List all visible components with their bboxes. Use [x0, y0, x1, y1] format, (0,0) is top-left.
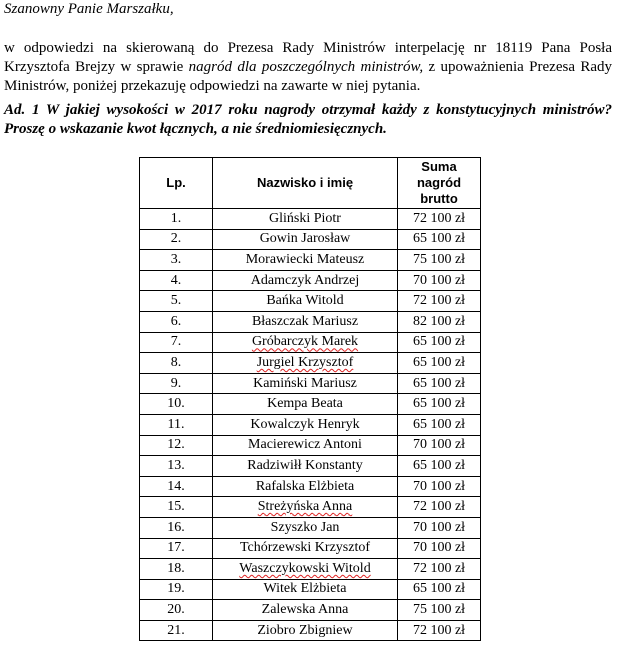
cell-name: [213, 497, 398, 518]
table-row: [140, 209, 481, 230]
cell-sum: 75 100 zł: [398, 250, 481, 271]
cell-name-text: Streżyńska Anna: [257, 499, 353, 515]
intro-paragraph: [4, 39, 612, 96]
cell-sum: 65 100 zł: [398, 332, 481, 353]
cell-name: [213, 353, 398, 374]
cell-name: Tchórzewski Krzysztof: [213, 538, 398, 559]
cell-lp: 21.: [140, 620, 213, 641]
header-name: Nazwisko i imię: [213, 158, 398, 209]
cell-name: Radziwiłł Konstanty: [213, 456, 398, 477]
cell-sum: 65 100 zł: [398, 456, 481, 477]
cell-name: Szyszko Jan: [213, 517, 398, 538]
cell-lp: 15.: [140, 497, 213, 518]
table-row: [140, 270, 481, 291]
cell-name: Kamiński Mariusz: [213, 373, 398, 394]
header-sum-line3: brutto: [420, 191, 458, 206]
table-row: [140, 620, 481, 641]
cell-lp: 5.: [140, 291, 213, 312]
cell-lp: 18.: [140, 559, 213, 580]
table-body: [140, 209, 481, 641]
table-row: [140, 497, 481, 518]
header-lp: Lp.: [140, 158, 213, 209]
cell-sum: 82 100 zł: [398, 311, 481, 332]
cell-name: Kowalczyk Henryk: [213, 414, 398, 435]
cell-name-text: Gróbarczyk Marek: [251, 334, 359, 350]
cell-lp: 2.: [140, 229, 213, 250]
cell-sum: 65 100 zł: [398, 414, 481, 435]
cell-sum: 75 100 zł: [398, 600, 481, 621]
cell-sum: 72 100 zł: [398, 620, 481, 641]
cell-name: Ziobro Zbigniew: [213, 620, 398, 641]
cell-sum: 72 100 zł: [398, 209, 481, 230]
question-heading: Ad. 1 W jakiej wysokości w 2017 roku nagrody otrzymał każdy z konstytucyjnych ministrów? Proszę o wskazanie kwot łącznych, a nie średniomiesięcznych.: [4, 102, 612, 137]
table-row: [140, 394, 481, 415]
table-row: [140, 600, 481, 621]
cell-lp: 19.: [140, 579, 213, 600]
cell-sum: 70 100 zł: [398, 435, 481, 456]
table-row: [140, 579, 481, 600]
cell-name: Adamczyk Andrzej: [213, 270, 398, 291]
header-sum-line1: Suma: [421, 159, 457, 174]
table-row: [140, 538, 481, 559]
cell-name: Bańka Witold: [213, 291, 398, 312]
cell-name: Rafalska Elżbieta: [213, 476, 398, 497]
cell-sum: 65 100 zł: [398, 394, 481, 415]
cell-sum: 65 100 zł: [398, 229, 481, 250]
header-sum-line2: nagród: [416, 175, 462, 190]
cell-lp: 6.: [140, 311, 213, 332]
cell-sum: 72 100 zł: [398, 291, 481, 312]
cell-name: Gliński Piotr: [213, 209, 398, 230]
cell-sum: 70 100 zł: [398, 270, 481, 291]
cell-sum: 72 100 zł: [398, 497, 481, 518]
cell-lp: 1.: [140, 209, 213, 230]
cell-sum: 72 100 zł: [398, 559, 481, 580]
awards-table: [139, 157, 481, 641]
cell-name: Witek Elżbieta: [213, 579, 398, 600]
table-row: [140, 311, 481, 332]
table-header-row: [140, 158, 481, 209]
table-row: [140, 332, 481, 353]
cell-lp: 11.: [140, 414, 213, 435]
cell-name: [213, 559, 398, 580]
cell-lp: 12.: [140, 435, 213, 456]
header-sum: [398, 158, 481, 209]
cell-name: [213, 332, 398, 353]
table-row: [140, 414, 481, 435]
table-row: [140, 353, 481, 374]
table-row: [140, 373, 481, 394]
cell-name: Macierewicz Antoni: [213, 435, 398, 456]
cell-name: Kempa Beata: [213, 394, 398, 415]
intro-text-part1: w odpowiedzi na skierowaną do Prezesa Rady Ministrów interpelację nr 18119 Pana Posła Krzysztofa Brejzy w sprawie: [4, 40, 612, 75]
table-row: [140, 291, 481, 312]
cell-name: Morawiecki Mateusz: [213, 250, 398, 271]
cell-sum: 70 100 zł: [398, 517, 481, 538]
cell-lp: 7.: [140, 332, 213, 353]
cell-sum: 70 100 zł: [398, 538, 481, 559]
cell-name-text: Waszczykowski Witold: [239, 560, 371, 576]
table-row: [140, 250, 481, 271]
cell-lp: 8.: [140, 353, 213, 374]
cell-name: Gowin Jarosław: [213, 229, 398, 250]
cell-lp: 9.: [140, 373, 213, 394]
cell-lp: 14.: [140, 476, 213, 497]
cell-lp: 13.: [140, 456, 213, 477]
table-row: [140, 456, 481, 477]
cell-lp: 3.: [140, 250, 213, 271]
cell-sum: 65 100 zł: [398, 353, 481, 374]
cell-lp: 17.: [140, 538, 213, 559]
table-row: [140, 229, 481, 250]
cell-lp: 10.: [140, 394, 213, 415]
table-row: [140, 517, 481, 538]
table-row: [140, 559, 481, 580]
cell-name: Błaszczak Mariusz: [213, 311, 398, 332]
cell-name: Zalewska Anna: [213, 600, 398, 621]
cell-lp: 4.: [140, 270, 213, 291]
cell-lp: 20.: [140, 600, 213, 621]
cell-name-text: Jurgiel Krzysztof: [256, 354, 354, 370]
cell-sum: 65 100 zł: [398, 373, 481, 394]
salutation: Szanowny Panie Marszałku,: [4, 1, 174, 17]
intro-text-part2: z upoważnienia Prezesa Rady Ministrów, poniżej przekazuję odpowiedzi na zawarte w niej pytania.: [4, 59, 612, 94]
cell-lp: 16.: [140, 517, 213, 538]
intro-emphasis: nagród dla poszczególnych ministrów,: [188, 59, 424, 75]
table-row: [140, 435, 481, 456]
cell-sum: 65 100 zł: [398, 579, 481, 600]
table-row: [140, 476, 481, 497]
cell-sum: 70 100 zł: [398, 476, 481, 497]
